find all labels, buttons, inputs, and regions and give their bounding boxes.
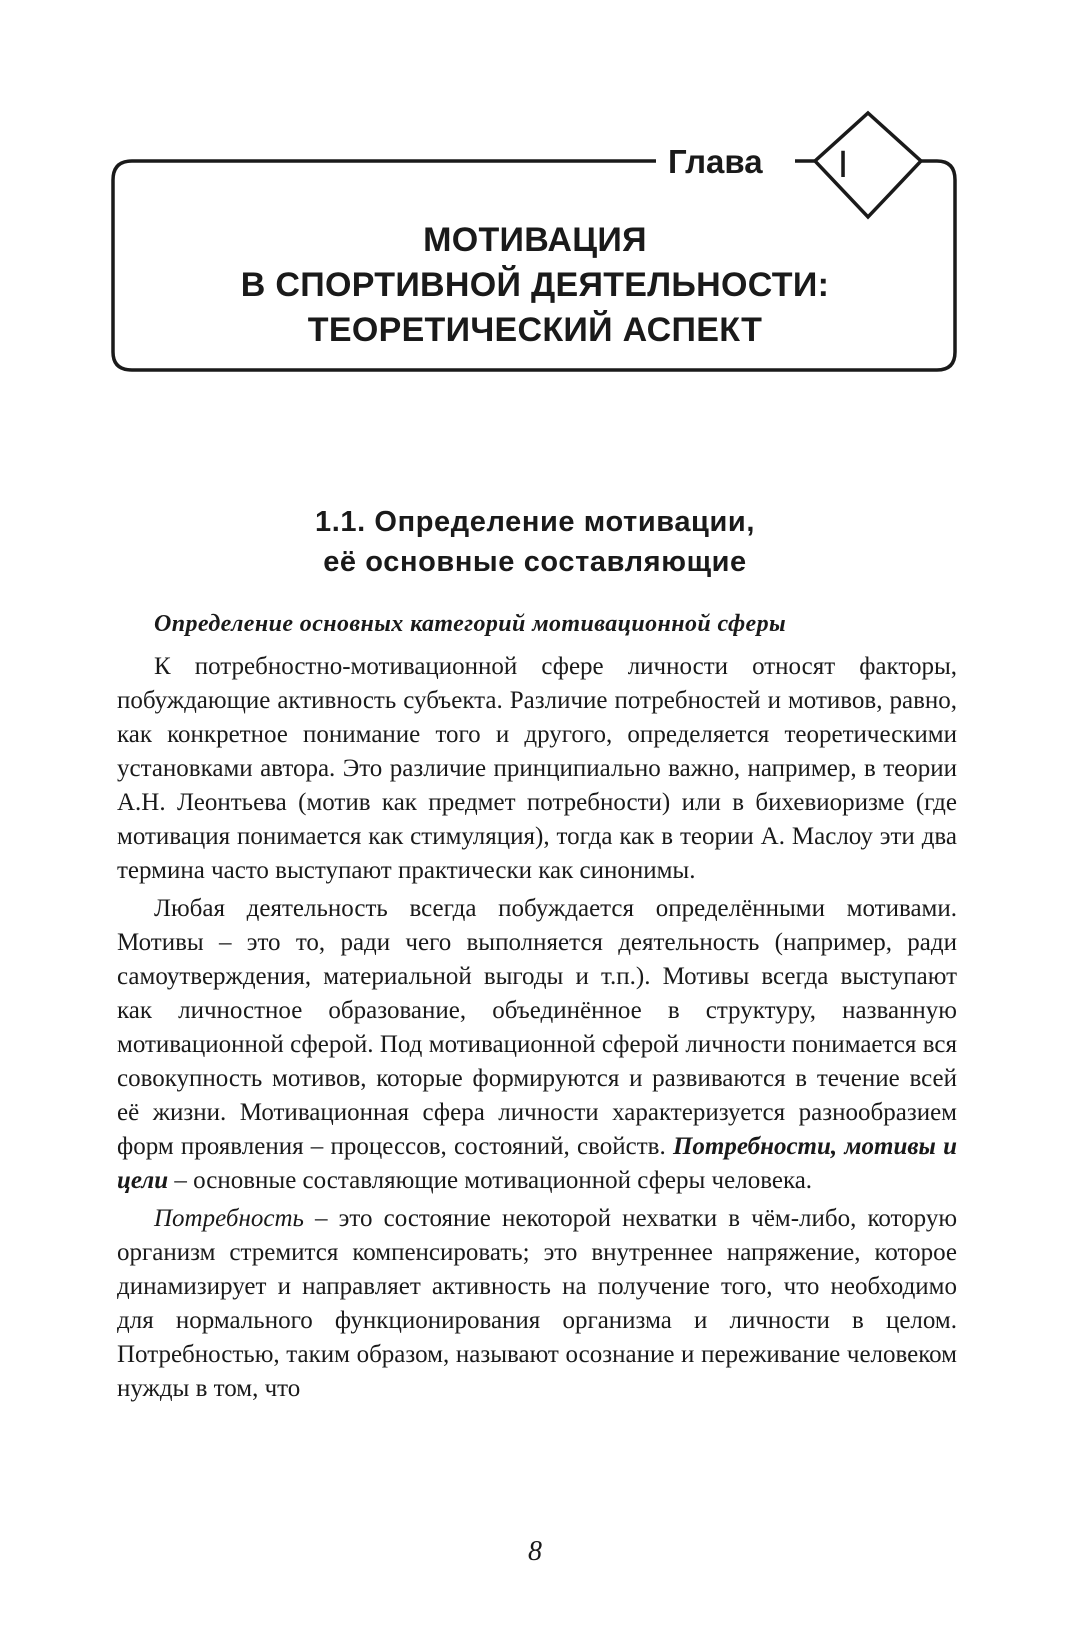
subheading: Определение основных категорий мотивационной сферы (154, 611, 787, 637)
paragraph-text: Любая деятельность всегда побуждается определёнными мотивами. Мотивы – это то, ради чего выполняется деятельность (например, ради самоутверждения, материальной выгоды и т.п.). Мотивы всегда выступают как личностное образование, объединённое в структуру, названную мотивационной сферой. Под мотивационной сферой личности понимается вся совокупность мотивов, которые формируются и развиваются в течение всей её жизни. Мотивационная сфера личности характеризуется разнообразием форм проявления – процессов, состояний, свойств. (117, 895, 957, 1160)
paragraph-text: – это состояние некоторой нехватки в чём-либо, которую организм стремится компенсировать; это внутреннее напряжение, которое динамизирует и направляет активность на получение того, что необходимо для нормального функционирования организма и личности в целом. Потребностью, таким образом, называют осознание и переживание человеком нужды в том, что (117, 1205, 957, 1402)
body-text (117, 650, 957, 1410)
emphasis-text: Потребности, мотивы и цели (117, 1133, 957, 1194)
section-title (160, 502, 910, 582)
chapter-title-line: В СПОРТИВНОЙ ДЕЯТЕЛЬНОСТИ: (240, 266, 830, 304)
chapter-title-line: МОТИВАЦИЯ (423, 221, 647, 259)
paragraph (117, 892, 957, 1198)
paragraph (117, 1202, 957, 1406)
paragraph-text: – основные составляющие мотивационной сферы человека. (168, 1167, 813, 1194)
page-number: 8 (528, 1536, 542, 1567)
chapter-number: I (837, 144, 849, 186)
paragraph-text: К потребностно-мотивационной сфере личности относят факторы, побуждающие активность субъекта. Различие потребностей и мотивов, равно, как конкретное понимание того и другого, определяется теоретическими установками автора. Это различие принципиально важно, например, в теории А.Н. Леонтьева (мотив как предмет потребности) или в бихевиоризме (где мотивация понимается как стимуляция), тогда как в теории А. Маслоу эти два термина часто выступают практически как синонимы. (117, 653, 957, 884)
term-text: Потребность (154, 1205, 304, 1232)
section-title-line: 1.1. Определение мотивации, (315, 506, 755, 538)
chapter-title-line: ТЕОРЕТИЧЕСКИЙ АСПЕКТ (307, 311, 763, 349)
chapter-title (120, 218, 950, 353)
section-title-line: её основные составляющие (323, 546, 747, 578)
paragraph (117, 650, 957, 888)
chapter-label: Глава (668, 143, 763, 180)
